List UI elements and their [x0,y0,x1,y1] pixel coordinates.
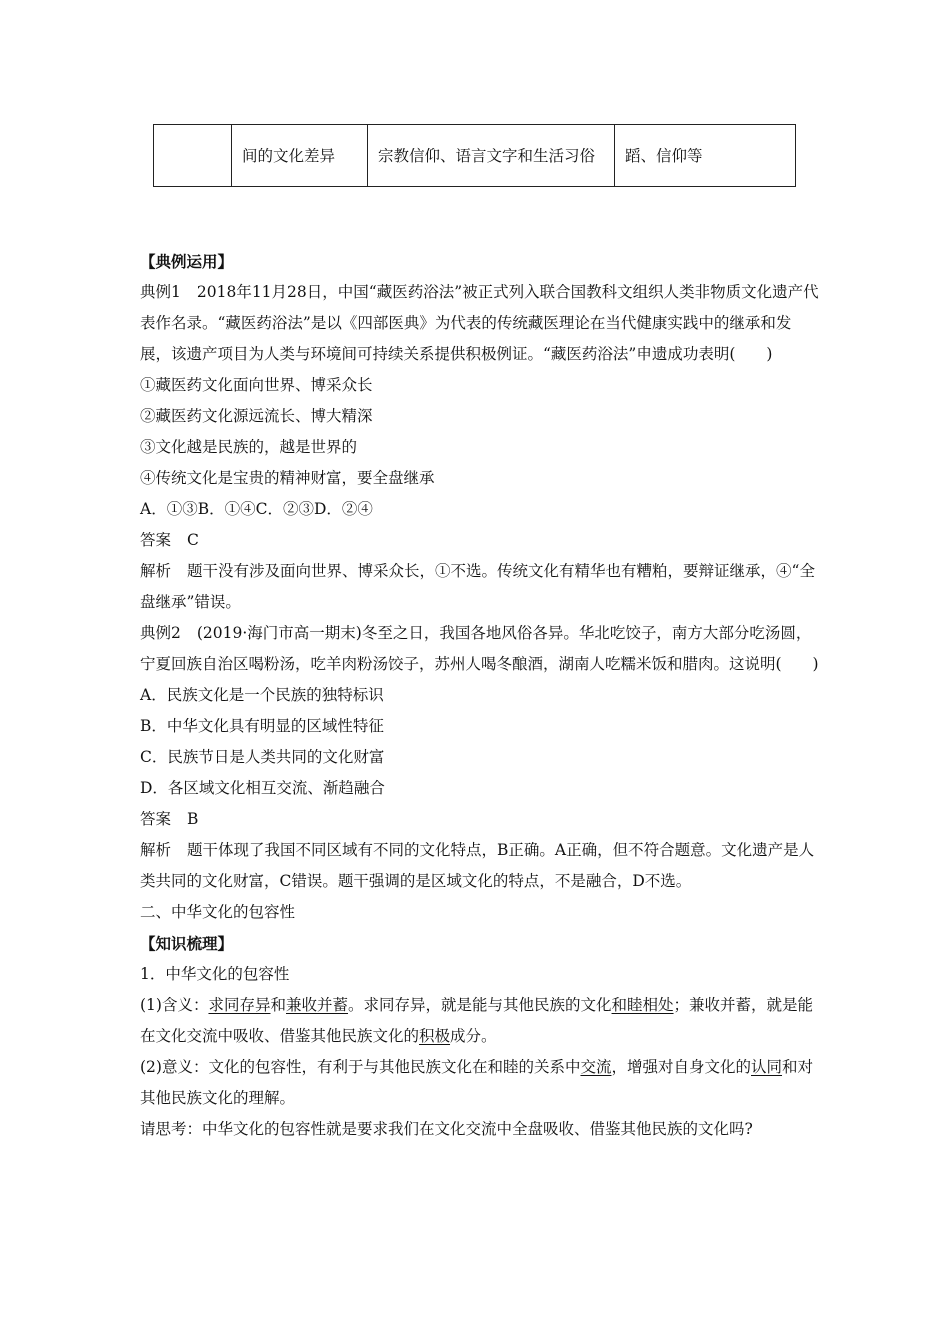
main-content [140,246,820,1145]
example-2-question [140,618,820,680]
answer-value: B [187,810,199,828]
answer-label: 答案 [140,810,172,828]
table-cell-empty [154,125,232,187]
underlined-term: 认同 [751,1058,783,1076]
table-cell: 宗教信仰、语言文字和生活习俗 [368,125,615,187]
table-cell: 间的文化差异 [232,125,368,187]
section-header-knowledge: 【知识梳理】 [140,934,234,953]
option-item: C．民族节日是人类共同的文化财富 [140,748,385,766]
text-fragment: 和 [270,996,286,1014]
statement-item: ③文化越是民族的，越是世界的 [140,438,358,456]
table-cell: 蹈、信仰等 [615,125,796,187]
text-fragment: ；兼收并蓄，就是能在文化交流中吸收、借鉴其他民族文化的 [140,996,814,1045]
example-1-question [140,277,820,370]
meaning-paragraph [140,990,820,1052]
statement-item: ④传统文化是宝贵的精神财富，要全盘继承 [140,469,435,487]
underlined-term: 积极 [419,1027,451,1045]
text-fragment: 。求同存异，就是能与其他民族的文化 [348,996,612,1014]
meaning-prefix: (1)含义： [140,996,209,1014]
table-row [154,125,796,187]
underlined-term: 和睦相处 [611,996,674,1014]
example-1-label: 典例1 [140,283,181,301]
option-item: D．各区域文化相互交流、渐趋融合 [140,779,385,797]
analysis-label: 解析 [140,562,172,580]
text-fragment: 成分。 [450,1027,497,1045]
option-item: A．民族文化是一个民族的独特标识 [140,686,384,704]
example-2-analysis [140,835,820,897]
text-fragment: ，增强对自身文化的 [611,1058,751,1076]
example-2-answer [140,804,820,835]
answer-value: C [187,531,199,549]
example-1-answer [140,525,820,556]
think-question: 请思考：中华文化的包容性就是要求我们在文化交流中全盘吸收、借鉴其他民族的文化吗? [140,1120,753,1138]
underlined-term: 兼收并蓄 [286,996,349,1014]
analysis-label: 解析 [140,841,172,859]
answer-label: 答案 [140,531,172,549]
section-header-examples: 【典例运用】 [140,252,234,271]
statement-item: ①藏医药文化面向世界、博采众长 [140,376,373,394]
significance-prefix: (2)意义：文化的包容性，有利于与其他民族文化在和睦的关系中 [140,1058,581,1076]
knowledge-item-title: 1．中华文化的包容性 [140,965,290,983]
analysis-text: 题干体现了我国不同区域有不同的文化特点，B正确。A正确，但不符合题意。文化遗产是人类共同的文化财富，C错误。题干强调的是区域文化的特点，不是融合，D不选。 [140,841,815,890]
statement-item: ②藏医药文化源远流长、博大精深 [140,407,373,425]
underlined-term: 求同存异 [208,996,271,1014]
analysis-text: 题干没有涉及面向世界、博采众长，①不选。传统文化有精华也有糟粕，要辩证继承，④“全盘继承”错误。 [140,562,815,611]
underlined-term: 交流 [580,1058,612,1076]
comparison-table-fragment [153,124,796,187]
significance-paragraph [140,1052,820,1114]
example-1-options: A．①③B．①④C．②③D．②④ [140,500,373,518]
example-1-text: 2018年11月28日，中国“藏医药浴法”被正式列入联合国教科文组织人类非物质文化遗产代表作名录。“藏医药浴法”是以《四部医典》为代表的传统藏医理论在当代健康实践中的继承和发展，该遗产项目为人类与环境间可持续关系提供积极例证。“藏医药浴法”申遗成功表明( ) [140,283,819,363]
example-1-analysis [140,556,820,618]
example-2-text: (2019·海门市高一期末)冬至之日，我国各地风俗各异。华北吃饺子，南方大部分吃汤圆，宁夏回族自治区喝粉汤，吃羊肉粉汤饺子，苏州人喝冬酿酒，湖南人吃糯米饭和腊肉。这说明( ) [140,624,819,673]
section-heading: 二、中华文化的包容性 [140,903,296,921]
example-2-label: 典例2 [140,624,181,642]
text-fragment: 和对其他民族文化的理解。 [140,1058,814,1107]
option-item: B．中华文化具有明显的区域性特征 [140,717,384,735]
